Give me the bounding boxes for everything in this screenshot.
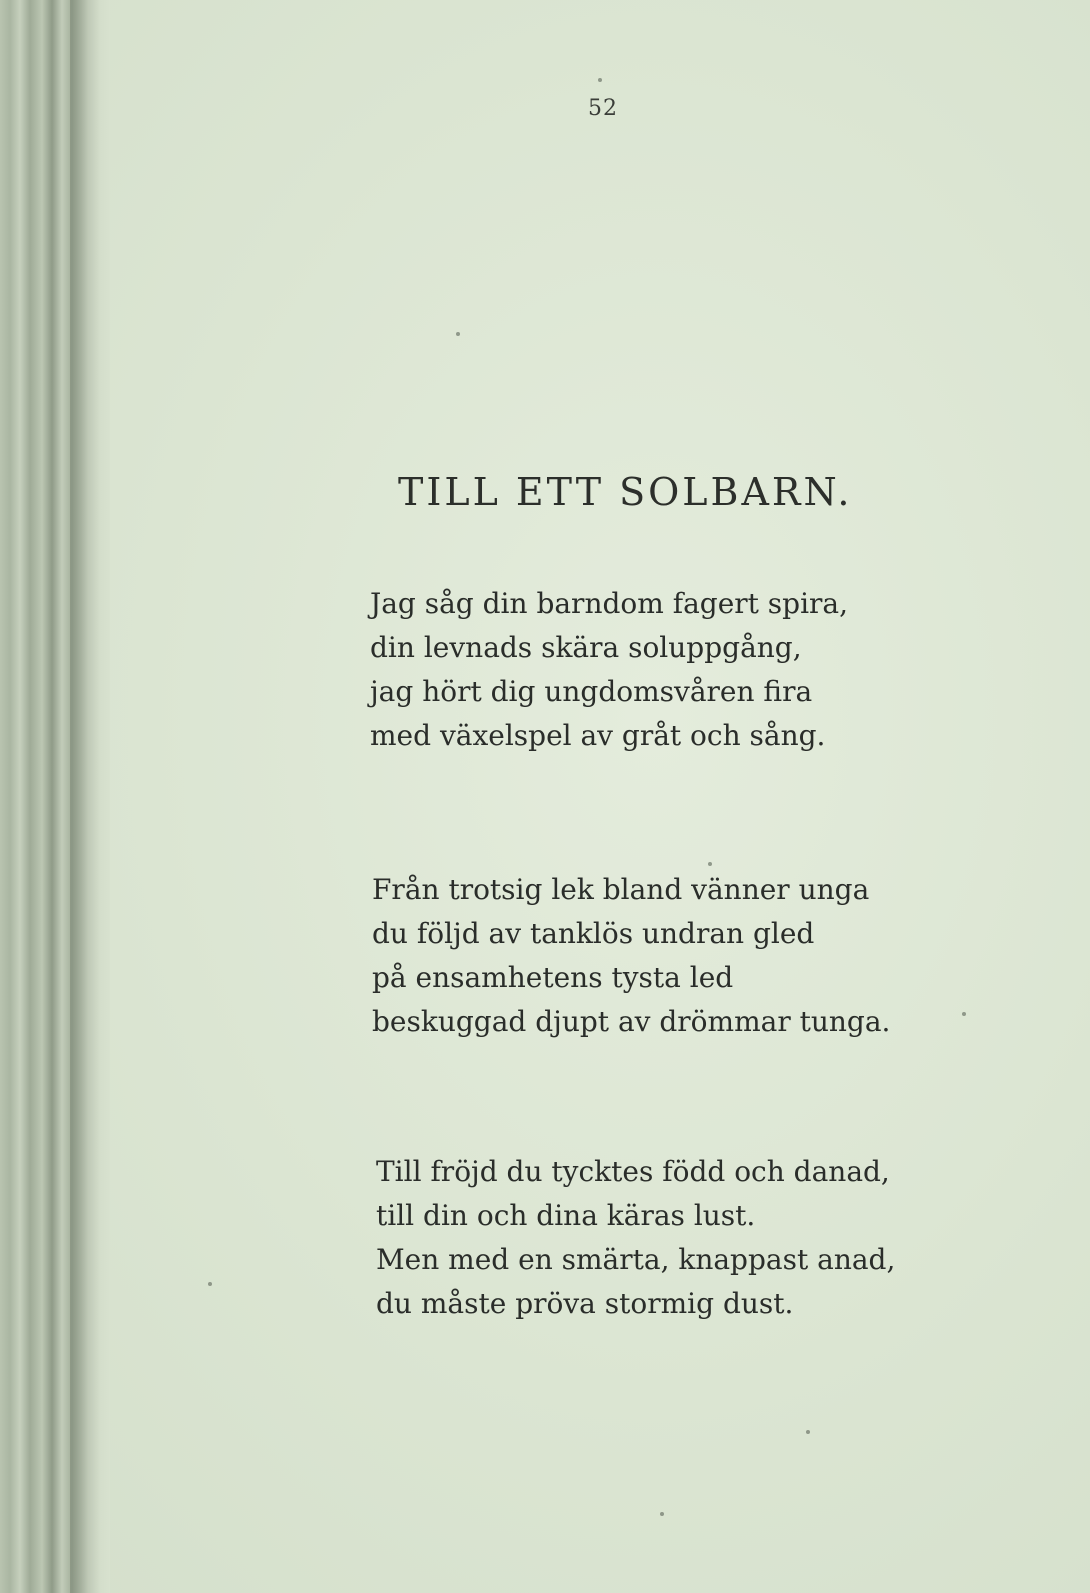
poem-line: du måste pröva stormig dust. xyxy=(376,1287,794,1320)
poem-line: Från trotsig lek bland vänner unga xyxy=(372,873,870,906)
page-number: 52 xyxy=(588,96,618,121)
paper-speck xyxy=(708,862,712,866)
poem-line: beskuggad djupt av drömmar tunga. xyxy=(372,1005,891,1038)
paper-speck xyxy=(598,78,602,82)
poem-line: med växelspel av gråt och sång. xyxy=(370,719,826,752)
paper-speck xyxy=(456,332,460,336)
poem-line: du följd av tanklös undran gled xyxy=(372,917,815,950)
paper-speck xyxy=(660,1512,664,1516)
poem-line: jag hört dig ungdomsvåren fira xyxy=(370,675,813,708)
poem-line: Till fröjd du tycktes född och danad, xyxy=(376,1155,890,1188)
poem-line: på ensamhetens tysta led xyxy=(372,961,734,994)
poem-line: till din och dina käras lust. xyxy=(376,1199,756,1232)
gutter-shadow xyxy=(70,0,100,1593)
paper-speck xyxy=(806,1430,810,1434)
stanza-1 xyxy=(370,582,970,758)
stanza-3 xyxy=(376,1150,976,1326)
poem-line: Men med en smärta, knappast anad, xyxy=(376,1243,896,1276)
poem-line: din levnads skära soluppgång, xyxy=(370,631,802,664)
poem-title: TILL ETT SOLBARN. xyxy=(398,470,853,514)
stanza-2 xyxy=(372,868,972,1044)
paper-speck xyxy=(208,1282,212,1286)
poem-line: Jag såg din barndom fagert spira, xyxy=(370,587,849,620)
